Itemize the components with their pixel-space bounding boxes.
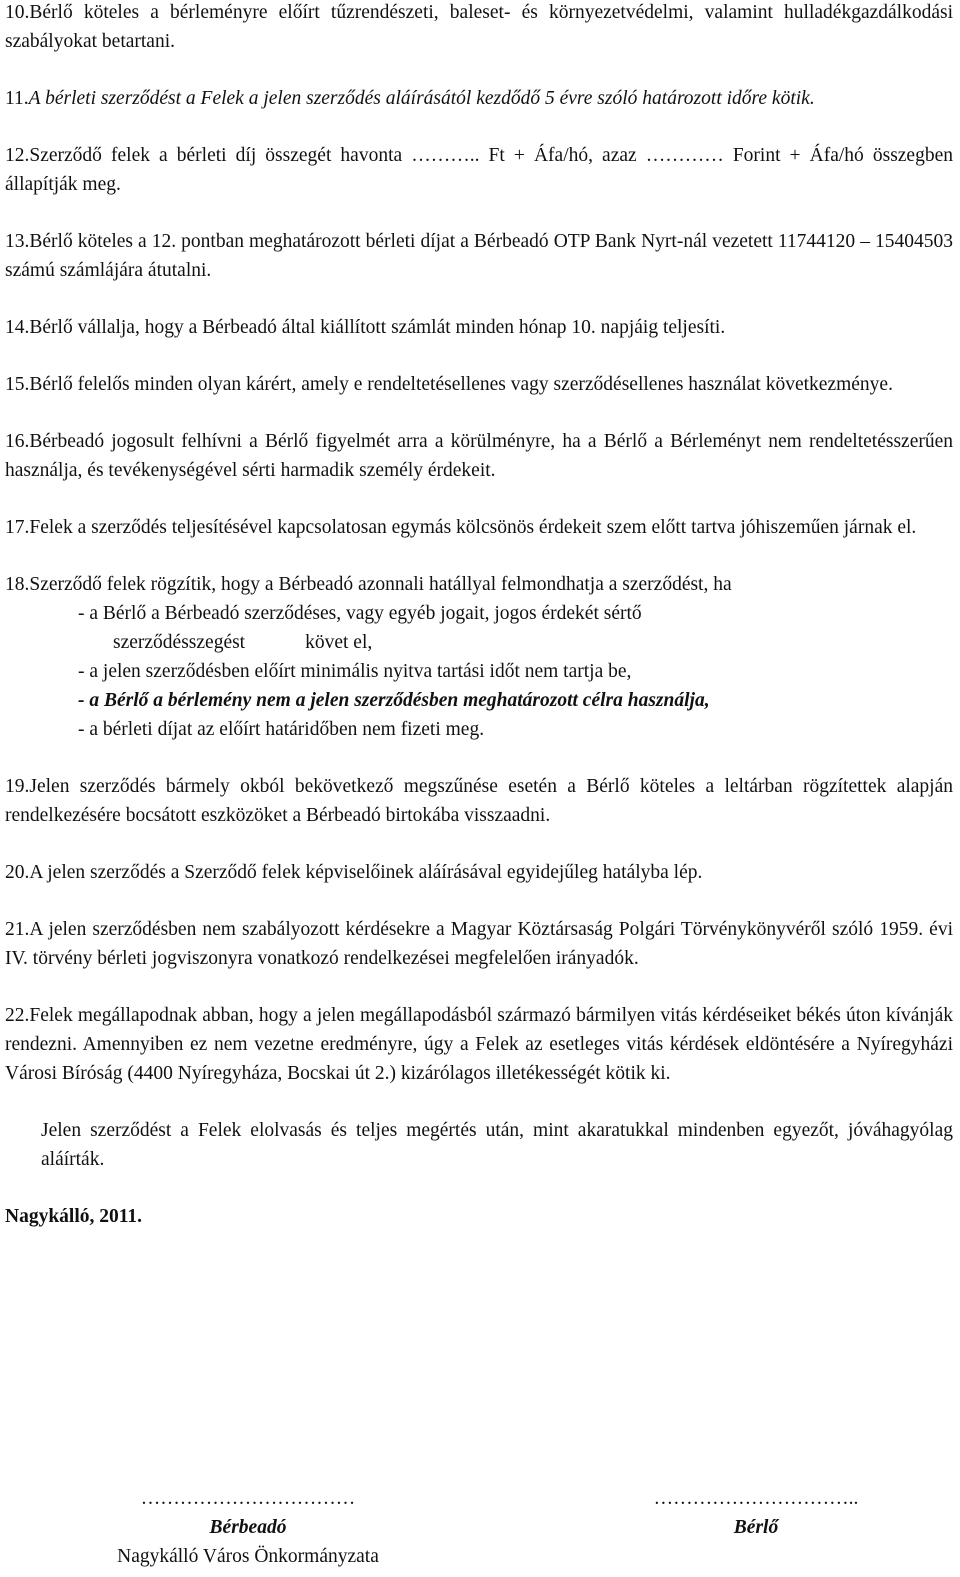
clause-10: 10.Bérlő köteles a bérleményre előírt tűzrendészeti, baleset- és környezetvédelmi, valamint hulladékgazdálkodási szabályokat betartani. [5,2,953,52]
clause-18: 18.Szerződő felek rögzítik, hogy a Bérbeadó azonnali hatállyal felmondhatja a szerződést, ha [5,574,732,595]
signature-lessee [596,1484,916,1542]
termination-condition-4: - a bérleti díjat az előírt határidőben nem fizeti meg. [78,719,485,740]
signature-role-lessor: Bérbeadó [209,1517,287,1538]
termination-condition-1: - a Bérlő a Bérbeadó szerződéses, vagy egyéb jogait, jogos érdekét sértő [78,603,642,624]
contract-page [5,0,953,1231]
clause-17: 17.Felek a szerződés teljesítésével kapcsolatosan egymás kölcsönös érdekeit szem előtt tartva jóhiszeműen járnak el. [5,517,917,538]
signature-name-lessor: Nagykálló Város Önkormányzata [117,1546,379,1567]
place-and-date: Nagykálló, 2011. [5,1206,143,1227]
signature-line-lessee: ………………………….. [653,1488,859,1509]
signature-block [0,1484,960,1577]
clause-12: 12.Szerződő felek a bérleti díj összegét havonta ……….. Ft + Áfa/hó, azaz ………… Forint + Áfa/hó összegben állapítják meg. [5,145,953,195]
closing-statement: Jelen szerződést a Felek elolvasás és teljes megértés után, mint akaratukkal mindenben egyezőt, jóváhagyólag aláírták. [41,1120,953,1170]
termination-condition-1-cont [5,628,953,657]
clause-22: 22.Felek megállapodnak abban, hogy a jelen megállapodásból származó bármilyen vitás kérdéseiket békés úton kívánják rendezni. Amennyiben ez nem vezetne eredményre, úgy a Felek az esetleges vitás kérdések eldöntésére a Nyíregyházi Városi Bíróság (4400 Nyíregyháza, Bocskai út 2.) kizárólagos illetékességét kötik ki. [5,1005,953,1084]
signature-role-lessee: Bérlő [733,1517,779,1538]
clause-11-text: A bérleti szerződést a Felek a jelen szerződés aláírásától kezdődő 5 évre szóló határozott időre kötik. [28,88,815,109]
termination-condition-1-end: követ el, [305,632,373,653]
clause-15: 15.Bérlő felelős minden olyan kárért, amely e rendeltetésellenes vagy szerződésellenes használat következménye. [5,374,893,395]
clause-21: 21.A jelen szerződésben nem szabályozott kérdésekre a Magyar Köztársaság Polgári Törvénykönyvéről szóló 1959. évi IV. törvény bérleti jogviszonyra vonatkozó rendelkezései megfelelően irányadók. [5,919,953,969]
signature-line-lessor: …………………………… [140,1488,356,1509]
termination-conditions-list [5,599,953,744]
clause-13: 13.Bérlő köteles a 12. pontban meghatározott bérleti díjat a Bérbeadó OTP Bank Nyrt-nál vezetett 11744120 – 15404503 számú számlájára átutalni. [5,231,953,281]
clause-14: 14.Bérlő vállalja, hogy a Bérbeadó által kiállított számlát minden hónap 10. napjáig teljesíti. [5,317,726,338]
clause-16: 16.Bérbeadó jogosult felhívni a Bérlő figyelmét arra a körülményre, ha a Bérlő a Bérleményt nem rendeltetésszerűen használja, és tevékenységével sérti harmadik személy érdekeit. [5,431,953,481]
clause-11 [5,84,953,113]
clause-11-number: 11. [5,88,29,109]
termination-condition-1-word: szerződésszegést [113,632,246,653]
signature-lessor [78,1484,418,1571]
clause-20: 20.A jelen szerződés a Szerződő felek képviselőinek aláírásával egyidejűleg hatályba lép. [5,862,703,883]
termination-condition-3: - a Bérlő a bérlemény nem a jelen szerződésben meghatározott célra használja, [78,690,710,711]
termination-condition-2: - a jelen szerződésben előírt minimális nyitva tartási időt nem tartja be, [78,661,632,682]
clause-19: 19.Jelen szerződés bármely okból bekövetkező megszűnése esetén a Bérlő köteles a leltárban rögzítettek alapján rendelkezésére bocsátott eszközöket a Bérbeadó birtokába visszaadni. [5,776,953,826]
